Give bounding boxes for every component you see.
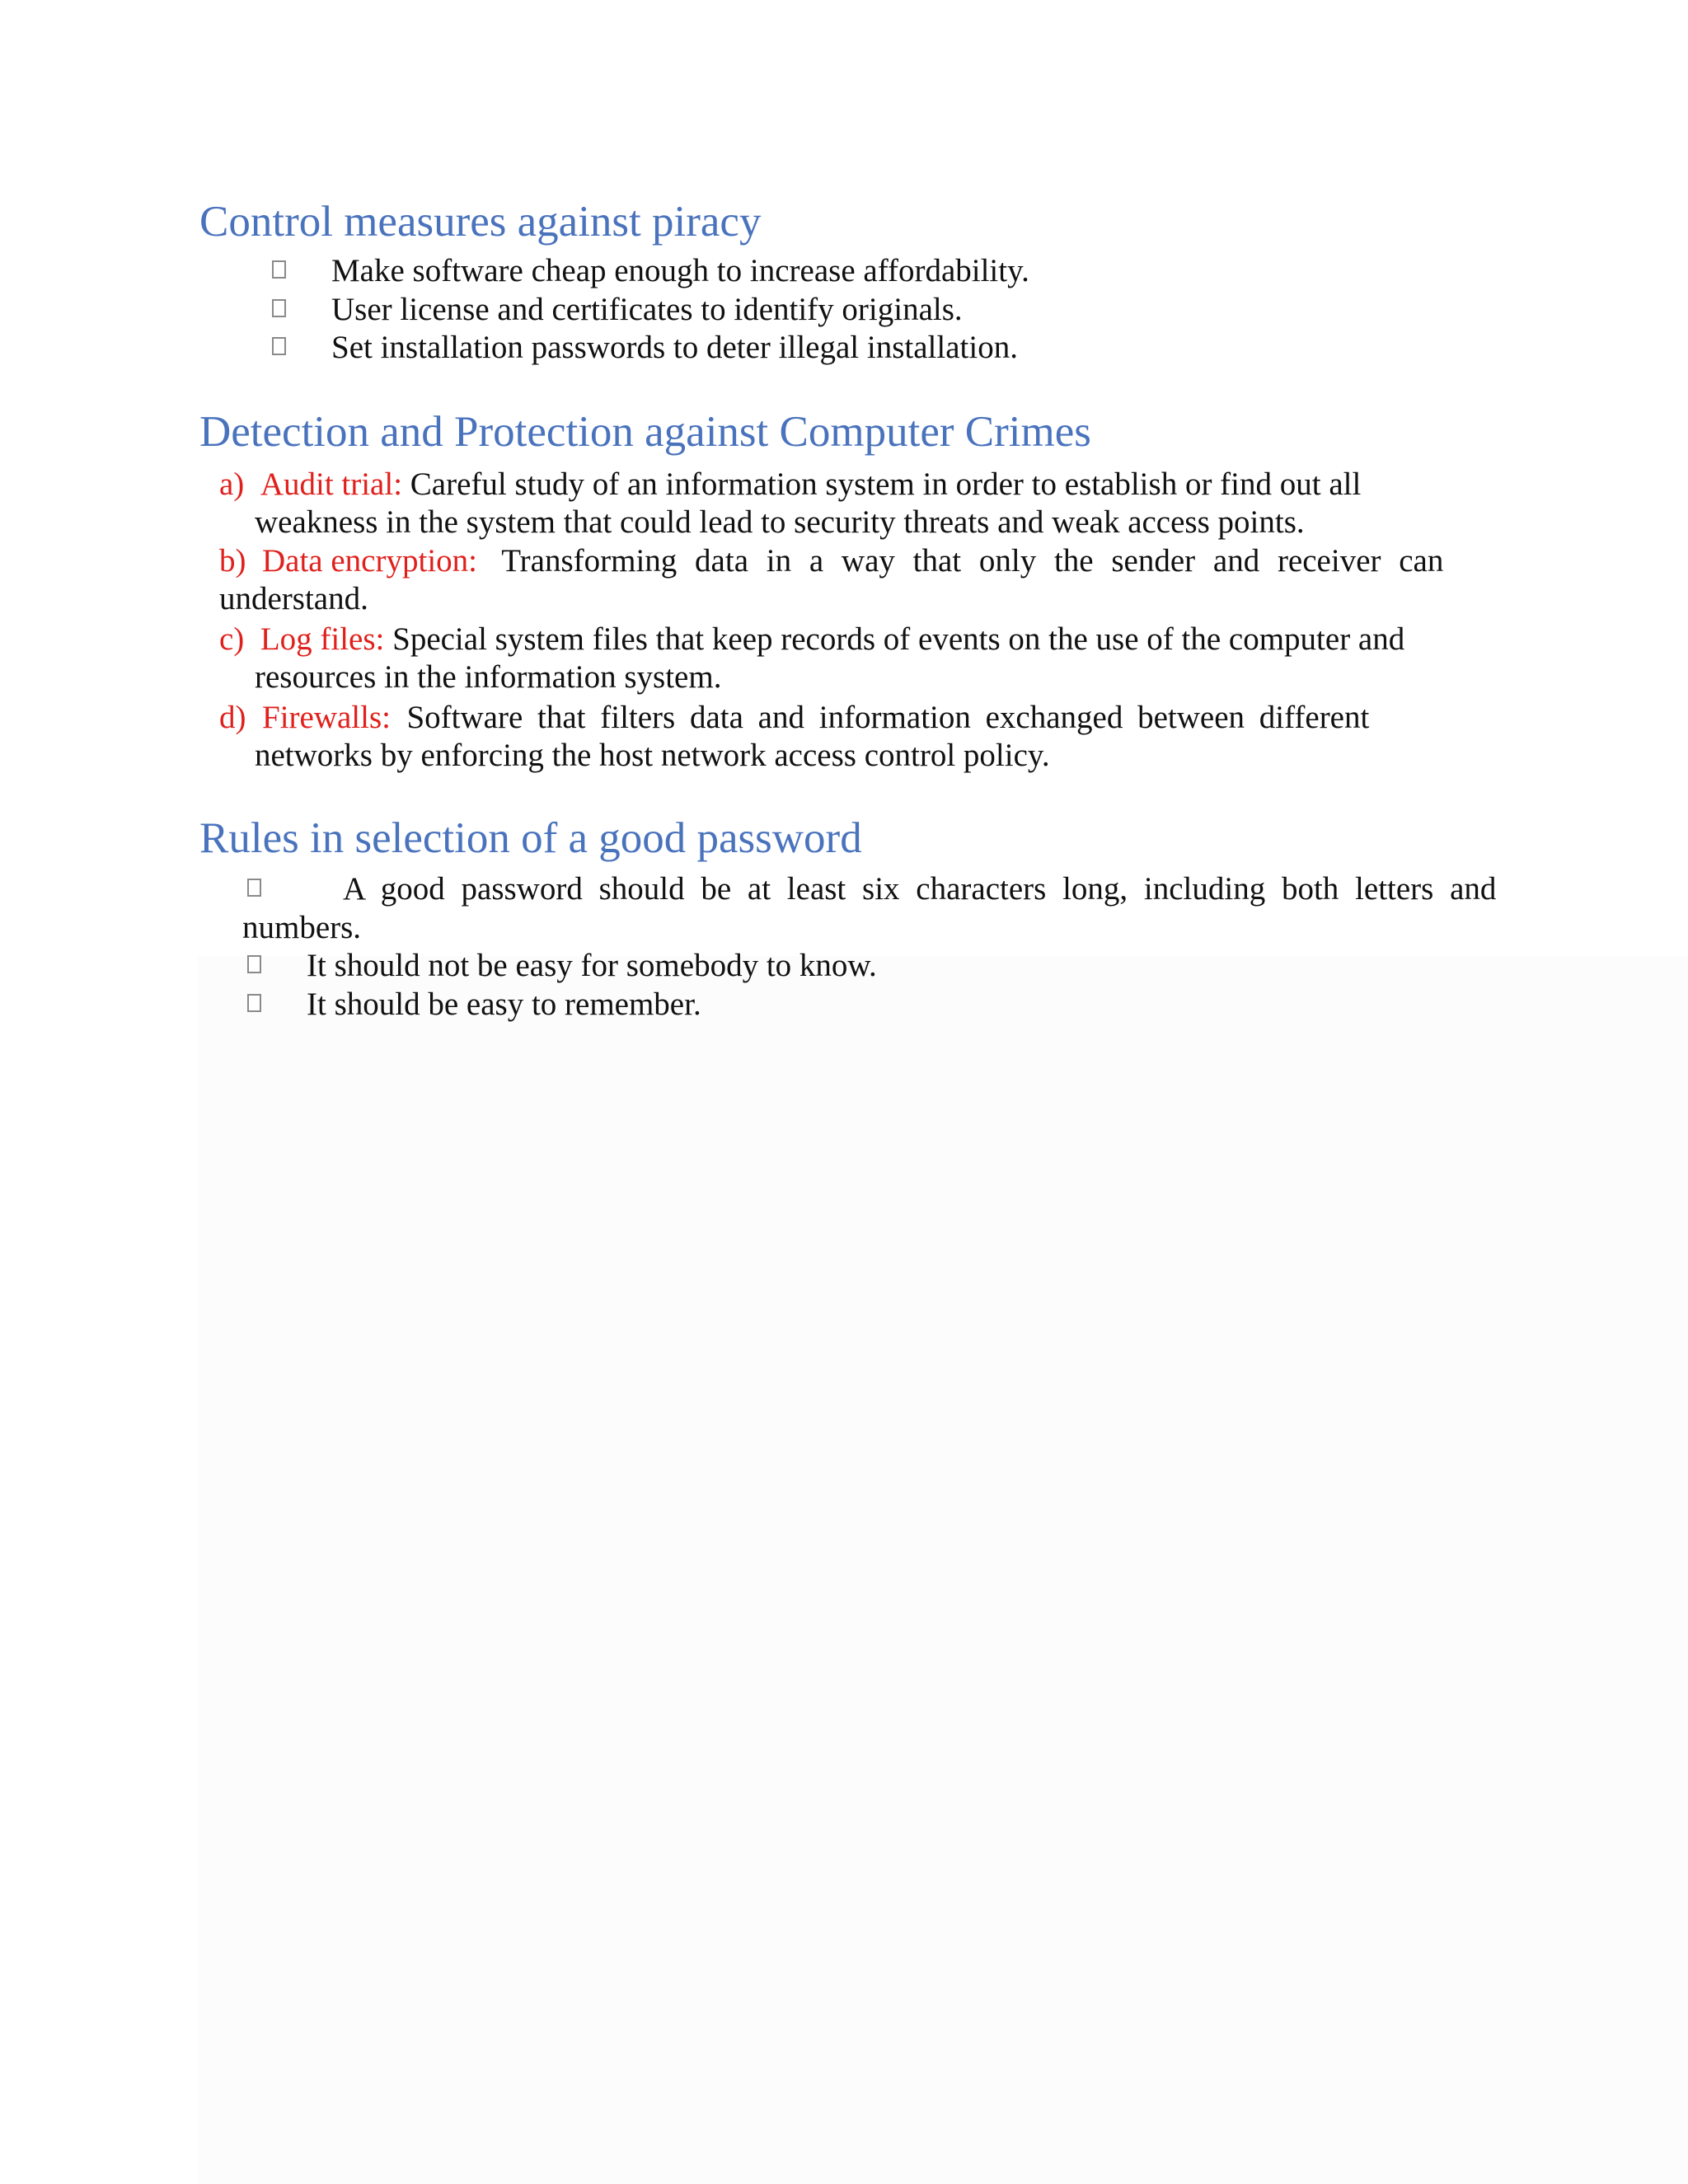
definition-item-firewalls: [219, 701, 1369, 733]
bullet-item: Make software cheap enough to increase affordability.: [331, 253, 1029, 288]
definition-text-continued: understand.: [219, 581, 368, 616]
bullet-item: User license and certificates to identify originals.: [331, 292, 963, 327]
bullet-item: A good password should be at least six characters long, including both letters and: [343, 871, 1497, 907]
list-marker: c): [219, 621, 245, 657]
definition-term: Log files:: [260, 621, 385, 657]
definition-term: Data encryption:: [262, 543, 477, 579]
page-background-tint: [198, 956, 1688, 2184]
list-marker: b): [219, 543, 246, 579]
definition-term: Firewalls:: [262, 700, 391, 735]
definition-item-log-files: [219, 623, 1404, 655]
bullet-box-icon: [272, 260, 286, 279]
definition-text: Careful study of an information system in order to establish or find out all: [410, 466, 1362, 502]
definition-text-continued: weakness in the system that could lead to security threats and weak access points.: [255, 504, 1305, 540]
definition-item-audit-trial: [219, 468, 1462, 500]
bullet-item: It should be easy to remember.: [307, 987, 701, 1022]
definition-text-continued: resources in the information system.: [255, 659, 722, 695]
bullet-item-continued: numbers.: [242, 910, 362, 945]
definition-text: Special system files that keep records of events on the use of the computer and: [392, 621, 1405, 657]
bullet-box-icon: [247, 994, 261, 1012]
bullet-box-icon: [247, 955, 261, 973]
bullet-box-icon: [272, 299, 286, 317]
heading-control-measures: Control measures against piracy: [199, 198, 762, 246]
definition-text: Software that filters data and information exchanged between different: [406, 700, 1370, 735]
definition-item-data-encryption: [219, 545, 1443, 577]
bullet-box-icon: [272, 337, 286, 355]
list-marker: d): [219, 700, 246, 735]
bullet-item: Set installation passwords to deter illegal installation.: [331, 330, 1018, 365]
bullet-item: It should not be easy for somebody to know.: [307, 948, 877, 983]
heading-password-rules: Rules in selection of a good password: [199, 814, 862, 862]
bullet-box-icon: [247, 879, 261, 897]
definition-text-continued: networks by enforcing the host network access control policy.: [255, 738, 1050, 773]
definition-term: Audit trial:: [260, 466, 403, 502]
list-marker: a): [219, 466, 245, 502]
heading-detection-protection: Detection and Protection against Computer Crimes: [199, 408, 1091, 456]
definition-text: Transforming data in a way that only the sender and receiver can: [501, 543, 1444, 579]
